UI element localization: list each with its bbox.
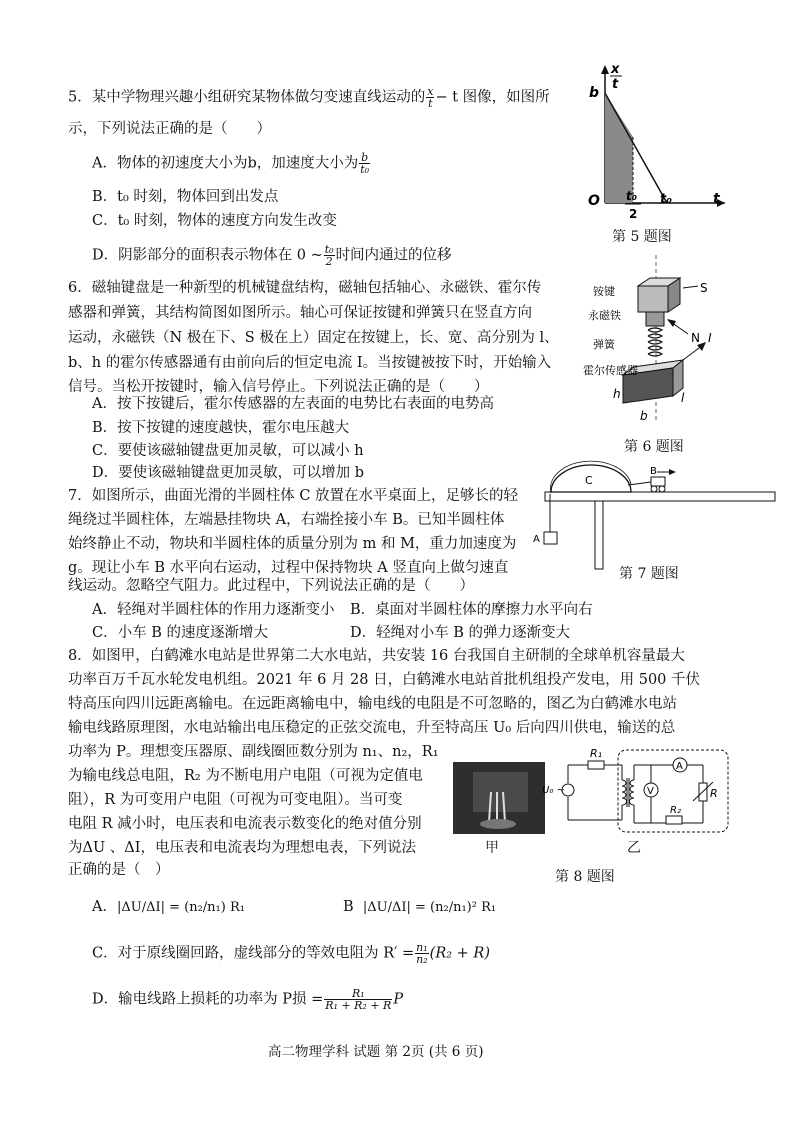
q7-option-a: A．轻绳对半圆柱体的作用力逐渐变小 [92,602,335,618]
q6-option-a: A．按下按键后，霍尔传感器的左表面的电势比右表面的电势高 [92,396,494,412]
page-footer: 高二物理学科 试题 第 2页 (共 6 页) [268,1044,484,1060]
q6-caption: 第 6 题图 [624,439,684,455]
q7-block-a [544,532,557,544]
q7-stem-line1: 7．如图所示，曲面光滑的半圆柱体 C 放置在水平桌面上，足够长的轻 [68,488,519,504]
q5-option-b: B．t₀ 时刻，物体回到出发点 [92,189,279,205]
q6-label-h: h [613,387,621,401]
q7-caption: 第 7 题图 [619,566,679,582]
q6-stem-line2: 感器和弹簧，其结构简图如图所示。轴心可保证按键和弹簧只在竖直方向 [68,305,532,321]
q7-label-b: B [650,466,657,477]
q8-resistor-r1 [588,761,604,769]
q8-option-b-expr: |ΔU/ΔI| = (n₂/n₁)² R₁ [362,900,497,915]
q8-photo-detail [453,762,545,834]
q5-stem-line1: 5．某中学物理兴趣小组研究某物体做匀变速直线运动的 $\frac{x}{t}$ − t 图像，如图所 [68,85,550,110]
q5-figure [580,55,730,220]
q6-option-c: C．要使该磁轴键盘更加灵敏，可以减小 h [92,443,364,459]
q7-label-c: C [585,474,593,487]
q5-option-a: A．物体的初速度大小为b，加速度大小为 $\frac{b}{\text{t₀}}$ [92,151,370,176]
q7-table-top [545,492,775,501]
q6-label-s: S [700,281,708,295]
q5-t0-label: t₀ [660,192,672,207]
q8-option-c: C．对于原线圈回路，虚线部分的等效电阻为 R′ = $\frac{\text{n₁}}{\text{n₂}}$ (R₂ + R) [92,941,491,966]
q8-stem-line9: 为ΔU 、ΔI，电压表和电流表均为理想电表，下列说法 [68,840,416,856]
q8-option-d: D．输电线路上损耗的功率为 P损 = $\frac{\text{R₁}}{\text{R₁ + R₂ + R}}$ P [92,987,404,1012]
q6-option-b: B．按下按键的速度越快，霍尔电压越大 [92,420,350,436]
q8-label-jia: 甲 [485,840,499,856]
q6-label-spring: 弹簧 [593,338,615,351]
q7-label-a: A [533,534,540,545]
q8-fig-u0: U₀ ~ [542,785,565,796]
q8-secondary-coil [629,780,634,805]
q5-b-label: b [589,85,600,101]
q8-fig-r: R [710,787,718,800]
q5-y-label-top: x [611,62,620,77]
q6-label-i: I [708,331,712,345]
q7-stem-line2: 绳绕过半圆柱体，左端悬挂物块 A，右端拴接小车 B。已知半圆柱体 [68,512,505,528]
q8-option-a-expr: |ΔU/ΔI| = (n₂/n₁) R₁ [116,900,245,915]
q8-stem-line7: 阻），R 为可变用户电阻（可视为可变电阻）。当可变 [68,792,403,808]
q7-table-leg [595,501,603,569]
q8-stem-line1: 8．如图甲，白鹤滩水电站是世界第二大水电站，共安装 16 台我国自主研制的全球单机容量最大 [68,648,685,664]
q8-label-yi: 乙 [627,840,641,856]
q7-rope-right [628,482,651,485]
q7-option-c: C．小车 B 的速度逐渐增大 [92,625,268,641]
q6-label-key: 铵键 [593,285,615,298]
q6-magnet [646,312,664,326]
q5-option-d: D．阴影部分的面积表示物体在 0 ~ $\frac{\text{t₀}}{2}$ 时间内通过的位移 [92,243,452,268]
q8-stem-line8: 电阻 R 减小时，电压表和电流表示数变化的绝对值分别 [68,816,422,832]
q8-circuit-diagram [542,745,738,840]
q5-y-label-bot: t [612,77,619,92]
q7-stem-line5: 线运动。忽略空气阻力。此过程中，下列说法正确的是（ ） [68,578,474,594]
q6-stem-line4: b、h 的霍尔传感器通有由前向后的恒定电流 I。当按键被按下时，开始输入 [68,355,552,371]
q8-fig-r1: R₁ [590,747,603,760]
q6-label-magnet: 永磁铁 [588,309,621,322]
q8-fig-a: A [676,761,683,772]
q8-stem-line10: 正确的是（ ） [68,862,170,878]
q8-resistor-r2 [666,816,682,824]
q8-primary-coil [622,780,627,805]
q6-label-n: N [691,331,700,345]
q8-option-b: B |ΔU/ΔI| = (n₂/n₁)² R₁ [343,899,497,915]
q5-caption: 第 5 题图 [612,229,672,245]
q8-option-a: A．|ΔU/ΔI| = (n₂/n₁) R₁ [92,899,245,915]
q6-label-b: b [640,409,648,423]
q8-caption: 第 8 题图 [555,869,615,885]
q6-spring [648,328,662,356]
q5-half-num: t₀ [626,189,637,203]
q7-figure [533,462,783,572]
q7-option-d: D．轻绳对小车 B 的弹力逐渐变大 [350,625,570,641]
q6-figure [583,250,758,430]
q7-stem-line3: 始终静止不动，物块和半圆柱体的质量分别为 m 和 M，重力加速度为 [68,536,517,552]
q8-stem-line4: 输电线路原理图，水电站输出电压稳定的正弦交流电，升至特高压 U₀ 后向四川供电，输送的总 [68,720,676,736]
q8-fig-v: V [647,786,654,797]
q6-key-block [638,286,668,312]
q6-label-l: l [681,391,685,405]
q5-half-den: 2 [629,207,638,221]
q6-stem-line3: 运动，永磁铁（N 极在下、S 极在上）固定在按键上，长、宽、高分别为 l、 [68,330,559,346]
q6-option-d: D．要使该磁轴键盘更加灵敏，可以增加 b [92,465,365,481]
q6-stem-line1: 6．磁轴键盘是一种新型的机械键盘结构，磁轴包括轴心、永磁铁、霍尔传 [68,280,542,296]
q7-stem-line4: g。现让小车 B 水平向右运动，过程中保持物块 A 竖直向上做匀速直 [68,560,509,576]
q8-stem-line6: 为输电线总电阻，R₂ 为不断电用户电阻（可视为定值电 [68,768,423,784]
q7-option-b: B．桌面对半圆柱体的摩擦力水平向右 [350,602,593,618]
q8-stem-line2: 功率百万千瓦水轮发电机组。2021 年 6 月 28 日，白鹤滩水电站首批机组投产发电，用 500 千伏 [68,672,701,688]
q8-stem-line5: 功率为 P。理想变压器原、副线圈匝数分别为 n₁、n₂，R₁ [68,744,439,760]
q7-cart-b [651,477,665,486]
q8-fig-r2: R₂ [670,805,681,816]
q5-t-label: t [713,191,720,207]
q5-option-c: C．t₀ 时刻，物体的速度方向发生改变 [92,213,337,229]
q5-stem-line2: 示，下列说法正确的是（ ） [68,121,271,137]
q5-shaded-area [605,93,633,203]
q8-stem-line3: 特高压向四川远距离输电。在远距离输电中，输电线的电阻是不可忽略的，图乙为白鹤滩水电站 [68,696,677,712]
q6-label-hall: 霍尔传感器 [583,364,638,377]
q6-stem-line5: 信号。当松开按键时，输入信号停止。下列说法正确的是（ ） [68,379,489,395]
q5-origin-label: O [588,193,600,209]
